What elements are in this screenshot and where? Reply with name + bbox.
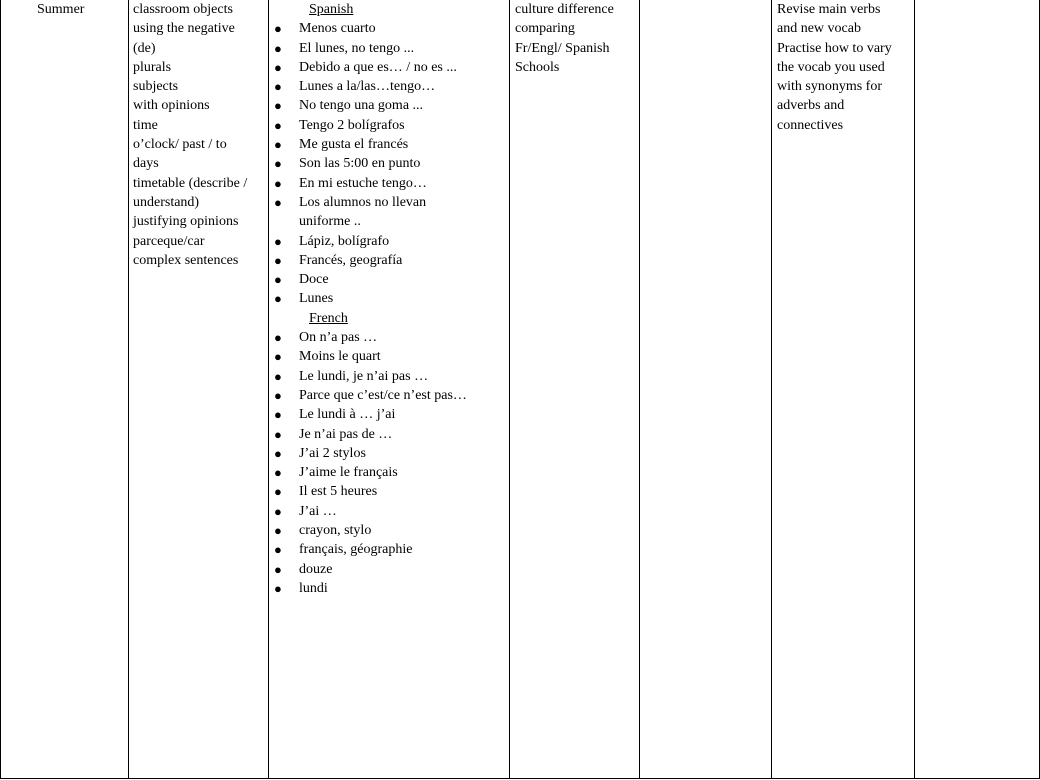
list-item: ● Moins le quart bbox=[269, 347, 509, 366]
list-item: ● J’ai … bbox=[269, 502, 509, 521]
term-cell bbox=[37, 0, 84, 19]
bullet-icon: ● bbox=[274, 233, 282, 249]
revision-line: the vocab you used bbox=[777, 59, 885, 75]
list-item: ● Doce bbox=[269, 270, 509, 289]
column-border bbox=[639, 0, 772, 778]
grammar-line: justifying opinions bbox=[133, 214, 239, 230]
bullet-icon: ● bbox=[274, 252, 282, 268]
bullet-icon: ● bbox=[274, 523, 282, 539]
list-item: ● Parce que c’est/ce n’est pas… bbox=[269, 386, 509, 405]
bullet-icon: ● bbox=[274, 330, 282, 346]
grammar-line: timetable (describe / bbox=[133, 175, 248, 191]
list-item: ● Il est 5 heures bbox=[269, 482, 509, 501]
list-item: ● douze bbox=[269, 560, 509, 579]
grammar-line: plurals bbox=[133, 59, 172, 75]
list-item: ● Je n’ai pas de … bbox=[269, 425, 509, 444]
column-border bbox=[914, 0, 1040, 778]
revision-cell bbox=[777, 0, 892, 135]
culture-line: Fr/Engl/ Spanish bbox=[515, 40, 610, 56]
revision-line: with synonyms for bbox=[777, 79, 882, 95]
bullet-icon: ● bbox=[274, 194, 282, 210]
grammar-cell bbox=[133, 0, 247, 270]
culture-line: culture difference bbox=[515, 2, 614, 17]
list-item: ● J’ai 2 stylos bbox=[269, 444, 509, 463]
spanish-heading: Spanish bbox=[309, 2, 354, 17]
list-item: ● Le lundi, je n’ai pas … bbox=[269, 367, 509, 386]
grammar-line: understand) bbox=[133, 194, 200, 210]
term-label: Summer bbox=[37, 2, 85, 17]
revision-line: connectives bbox=[777, 117, 844, 133]
bullet-icon: ● bbox=[274, 117, 282, 133]
bullet-icon: ● bbox=[274, 156, 282, 172]
bullet-icon: ● bbox=[274, 175, 282, 191]
bullet-icon: ● bbox=[274, 368, 282, 384]
table-bottom-border bbox=[0, 778, 1040, 779]
bullet-icon: ● bbox=[274, 503, 282, 519]
grammar-line: (de) bbox=[133, 40, 156, 56]
bullet-icon: ● bbox=[274, 445, 282, 461]
list-item: ● Me gusta el francés bbox=[269, 135, 509, 154]
spanish-list bbox=[269, 19, 509, 308]
bullet-icon: ● bbox=[274, 580, 282, 596]
grammar-line: parceque/car bbox=[133, 233, 205, 249]
revision-line: adverbs and bbox=[777, 98, 845, 114]
revision-line: Revise main verbs bbox=[777, 2, 881, 17]
list-item: ● Lunes bbox=[269, 289, 509, 308]
list-item: ● No tengo una goma ... bbox=[269, 96, 509, 115]
bullet-icon: ● bbox=[274, 349, 282, 365]
list-item: ● Lunes a la/las…tengo… bbox=[269, 77, 509, 96]
list-item: ● lundi bbox=[269, 579, 509, 598]
bullet-icon: ● bbox=[274, 272, 282, 288]
french-list bbox=[269, 328, 509, 598]
language-cell bbox=[269, 0, 509, 598]
list-item: ● crayon, stylo bbox=[269, 521, 509, 540]
list-item: ● Son las 5:00 en punto bbox=[269, 154, 509, 173]
bullet-icon: ● bbox=[274, 542, 282, 558]
list-item: ● Menos cuarto bbox=[269, 19, 509, 38]
column-border bbox=[509, 0, 640, 778]
list-item: ● français, géographie bbox=[269, 540, 509, 559]
list-item: ● Le lundi à … j’ai bbox=[269, 405, 509, 424]
list-item: ● Los alumnos no llevan uniforme .. bbox=[274, 194, 427, 230]
column-border bbox=[0, 0, 129, 778]
bullet-icon: ● bbox=[274, 79, 282, 95]
french-heading: French bbox=[309, 310, 348, 326]
grammar-line: using the negative bbox=[133, 21, 235, 37]
list-item: ● El lunes, no tengo ... bbox=[269, 39, 509, 58]
bullet-icon: ● bbox=[274, 484, 282, 500]
revision-line: and new vocab bbox=[777, 21, 861, 37]
list-item: ● On n’a pas … bbox=[269, 328, 509, 347]
grammar-line: o’clock/ past / to bbox=[133, 137, 227, 153]
grammar-line: complex sentences bbox=[133, 252, 239, 268]
bullet-icon: ● bbox=[274, 291, 282, 307]
list-item: ● J’aime le français bbox=[269, 463, 509, 482]
culture-line: Schools bbox=[515, 59, 560, 75]
bullet-icon: ● bbox=[274, 465, 282, 481]
bullet-icon: ● bbox=[274, 98, 282, 114]
list-item: ● Francés, geografía bbox=[269, 251, 509, 270]
grammar-line: time bbox=[133, 117, 158, 133]
list-item: ● Tengo 2 bolígrafos bbox=[269, 116, 509, 135]
grammar-line: subjects bbox=[133, 79, 179, 95]
grammar-line: with opinions bbox=[133, 98, 210, 114]
bullet-icon: ● bbox=[274, 387, 282, 403]
bullet-icon: ● bbox=[274, 21, 282, 37]
revision-line: Practise how to vary bbox=[777, 40, 892, 56]
bullet-icon: ● bbox=[274, 561, 282, 577]
bullet-icon: ● bbox=[274, 137, 282, 153]
list-item: ● En mi estuche tengo… bbox=[269, 174, 509, 193]
bullet-icon: ● bbox=[274, 40, 282, 56]
bullet-icon: ● bbox=[274, 426, 282, 442]
grammar-line: days bbox=[133, 156, 159, 172]
list-item: ● Debido a que es… / no es ... bbox=[269, 58, 509, 77]
culture-cell bbox=[515, 0, 614, 77]
bullet-icon: ● bbox=[274, 59, 282, 75]
list-item: ● Lápiz, bolígrafo bbox=[269, 232, 509, 251]
culture-line: comparing bbox=[515, 21, 575, 37]
bullet-icon: ● bbox=[274, 407, 282, 423]
grammar-line: classroom objects bbox=[133, 2, 233, 17]
